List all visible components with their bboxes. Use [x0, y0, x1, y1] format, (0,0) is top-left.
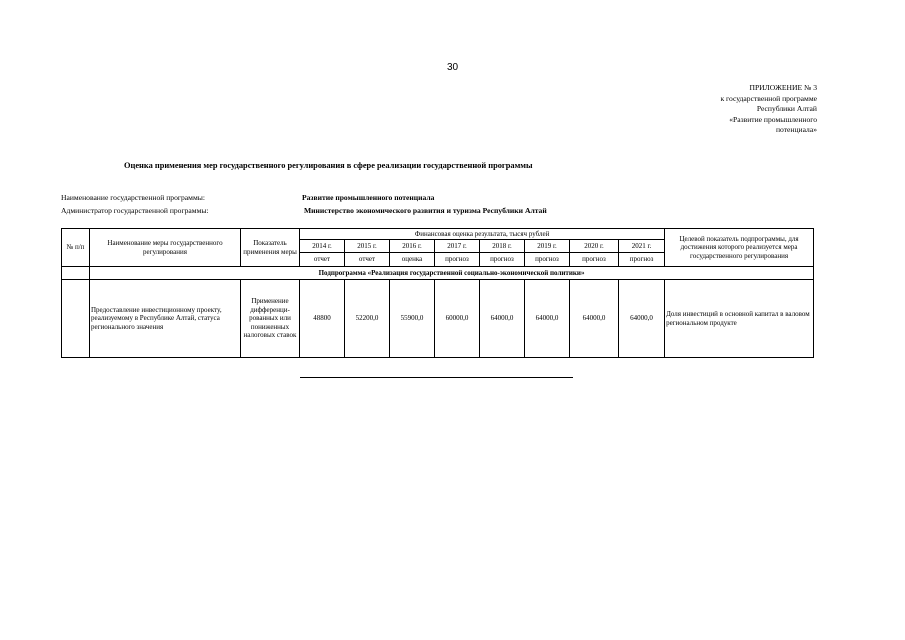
header-num: № п/п [62, 229, 90, 267]
page-number: 30 [446, 62, 459, 73]
row-value: 55900,0 [390, 280, 435, 358]
appendix-block [617, 83, 817, 136]
row-value: 60000,0 [435, 280, 480, 358]
administrator-label: Администратор государственной программы: [61, 206, 209, 215]
row-value: 64000,0 [619, 280, 665, 358]
program-value: Развитие промышленного потенциала [302, 193, 435, 202]
appendix-line: «Развитие промышленного [729, 114, 817, 124]
row-num [62, 280, 90, 358]
year-cell: 2017 г. [435, 240, 480, 253]
subprogram-num-cell [62, 267, 90, 280]
row-value: 48800 [300, 280, 345, 358]
value-type-cell: прогноз [480, 253, 525, 267]
header-target: Целевой показатель подпрограммы, для достижения которого реализуется мера государственного регулирования [665, 229, 814, 267]
separator-line [300, 377, 573, 378]
table-row [62, 280, 814, 358]
regulation-measures-table [61, 228, 814, 358]
header-indicator: Показатель применения меры [241, 229, 300, 267]
row-target: Доля инвестиций в основной капитал в валовом региональном продукте [665, 280, 814, 358]
value-type-cell: прогноз [619, 253, 665, 267]
row-indicator: Применение дифференци-рованных или пониженных налоговых ставок [241, 280, 300, 358]
subprogram-title: Подпрограмма «Реализация государственной социально-экономической политики» [90, 267, 814, 280]
row-value: 64000,0 [480, 280, 525, 358]
row-value: 64000,0 [525, 280, 570, 358]
appendix-line: ПРИЛОЖЕНИЕ № 3 [749, 83, 817, 92]
appendix-line: к государственной программе [720, 93, 817, 103]
header-measure: Наименование меры государственного регулирования [90, 229, 241, 267]
row-measure: Предоставление инвестиционному проекту, реализуемому в Республике Алтай, статуса регионального значения [90, 280, 241, 358]
year-cell: 2015 г. [345, 240, 390, 253]
year-cell: 2021 г. [619, 240, 665, 253]
row-value: 52200,0 [345, 280, 390, 358]
year-cell: 2016 г. [390, 240, 435, 253]
administrator-value: Министерство экономического развития и туризма Республики Алтай [304, 206, 547, 215]
row-value: 64000,0 [570, 280, 619, 358]
appendix-line: Республики Алтай [756, 104, 817, 114]
appendix-line: потенциала» [775, 125, 817, 135]
value-type-cell: прогноз [570, 253, 619, 267]
document-title: Оценка применения мер государственного регулирования в сфере реализации государственной программы [124, 161, 533, 170]
program-label: Наименование государственной программы: [61, 193, 205, 202]
header-finance: Финансовая оценка результата, тысяч рублей [300, 229, 665, 240]
year-cell: 2018 г. [480, 240, 525, 253]
value-type-cell: прогноз [525, 253, 570, 267]
value-type-cell: отчет [300, 253, 345, 267]
year-cell: 2020 г. [570, 240, 619, 253]
value-type-cell: прогноз [435, 253, 480, 267]
value-type-cell: отчет [345, 253, 390, 267]
year-cell: 2014 г. [300, 240, 345, 253]
year-cell: 2019 г. [525, 240, 570, 253]
value-type-cell: оценка [390, 253, 435, 267]
